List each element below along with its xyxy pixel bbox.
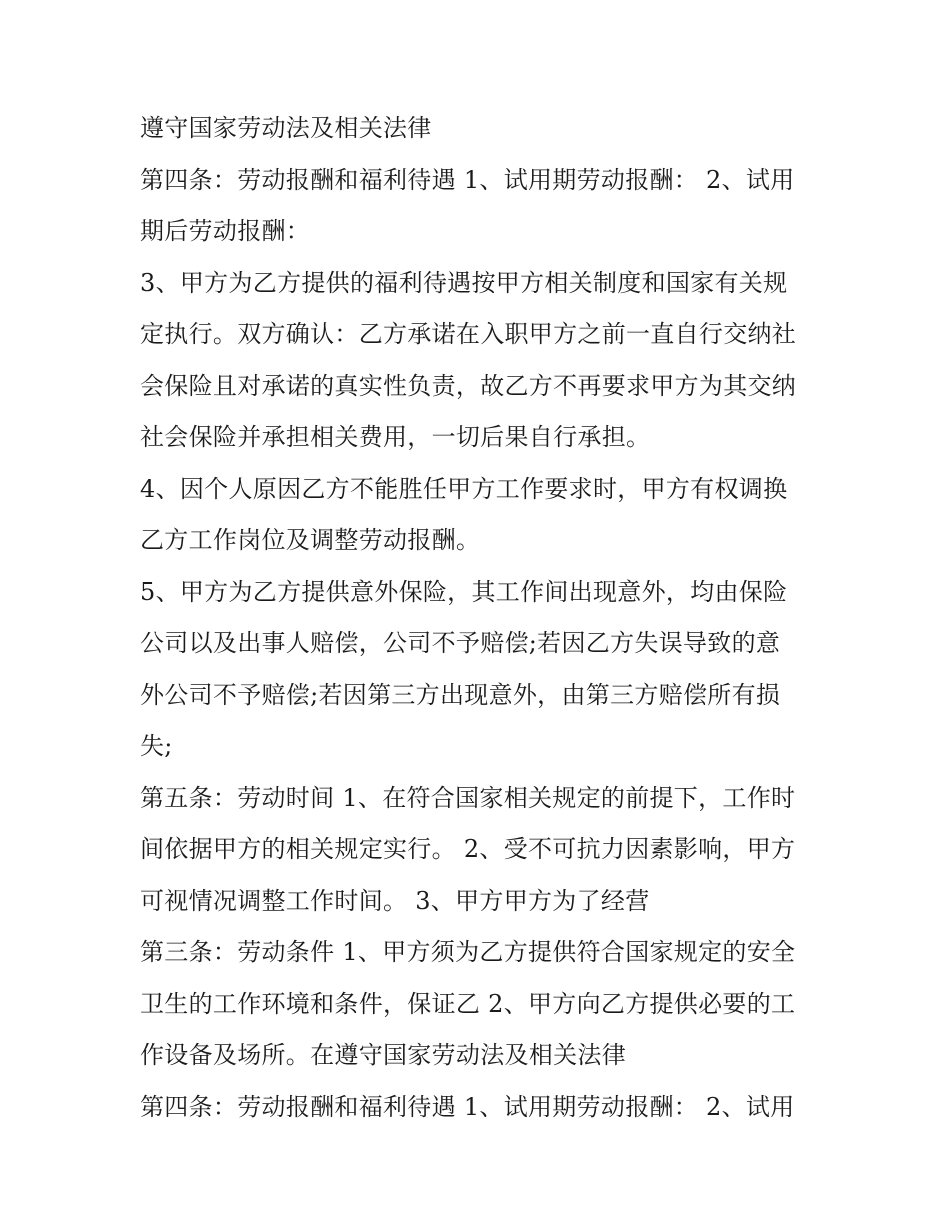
text-line: 第三条：劳动条件 1、甲方须为乙方提供符合国家规定的安全 <box>140 938 796 966</box>
text-line: 4、因个人原因乙方不能胜任甲方工作要求时，甲方有权调换 <box>140 474 788 503</box>
text-line: 第四条：劳动报酬和福利待遇 1、试用期劳动报酬： 2、试用 <box>140 1092 795 1121</box>
text-line: 会保险且对承诺的真实性负责，故乙方不再要求甲方为其交纳 <box>140 371 797 400</box>
document-body <box>140 103 830 1133</box>
text-line: 乙方工作岗位及调整劳动报酬。 <box>140 526 481 554</box>
text-line: 可视情况调整工作时间。 3、甲方甲方为了经营 <box>140 886 650 915</box>
text-line: 外公司不予赔偿;若因第三方出现意外，由第三方赔偿所有损 <box>140 680 781 709</box>
text-line: 3、甲方为乙方提供的福利待遇按甲方相关制度和国家有关规 <box>140 268 788 297</box>
text-line: 期后劳动报酬： <box>140 217 311 245</box>
text-line: 遵守国家劳动法及相关法律 <box>140 114 432 142</box>
text-line: 作设备及场所。在遵守国家劳动法及相关法律 <box>140 1041 626 1069</box>
text-line: 第五条：劳动时间 1、在符合国家相关规定的前提下，工作时 <box>140 783 796 812</box>
text-line: 间依据甲方的相关规定实行。 2、受不可抗力因素影响，甲方 <box>140 835 796 863</box>
text-line: 卫生的工作环境和条件，保证乙 2、甲方向乙方提供必要的工 <box>140 989 796 1018</box>
text-line: 定执行。双方确认：乙方承诺在入职甲方之前一直自行交纳社 <box>140 320 797 348</box>
text-line: 社会保险并承担相关费用，一切后果自行承担。 <box>140 423 651 451</box>
text-line: 第四条：劳动报酬和福利待遇 1、试用期劳动报酬： 2、试用 <box>140 165 795 194</box>
text-line: 失; <box>140 732 173 760</box>
text-line: 公司以及出事人赔偿，公司不予赔偿;若因乙方失误导致的意 <box>140 629 781 657</box>
text-line: 5、甲方为乙方提供意外保险，其工作间出现意外，均由保险 <box>140 577 788 606</box>
